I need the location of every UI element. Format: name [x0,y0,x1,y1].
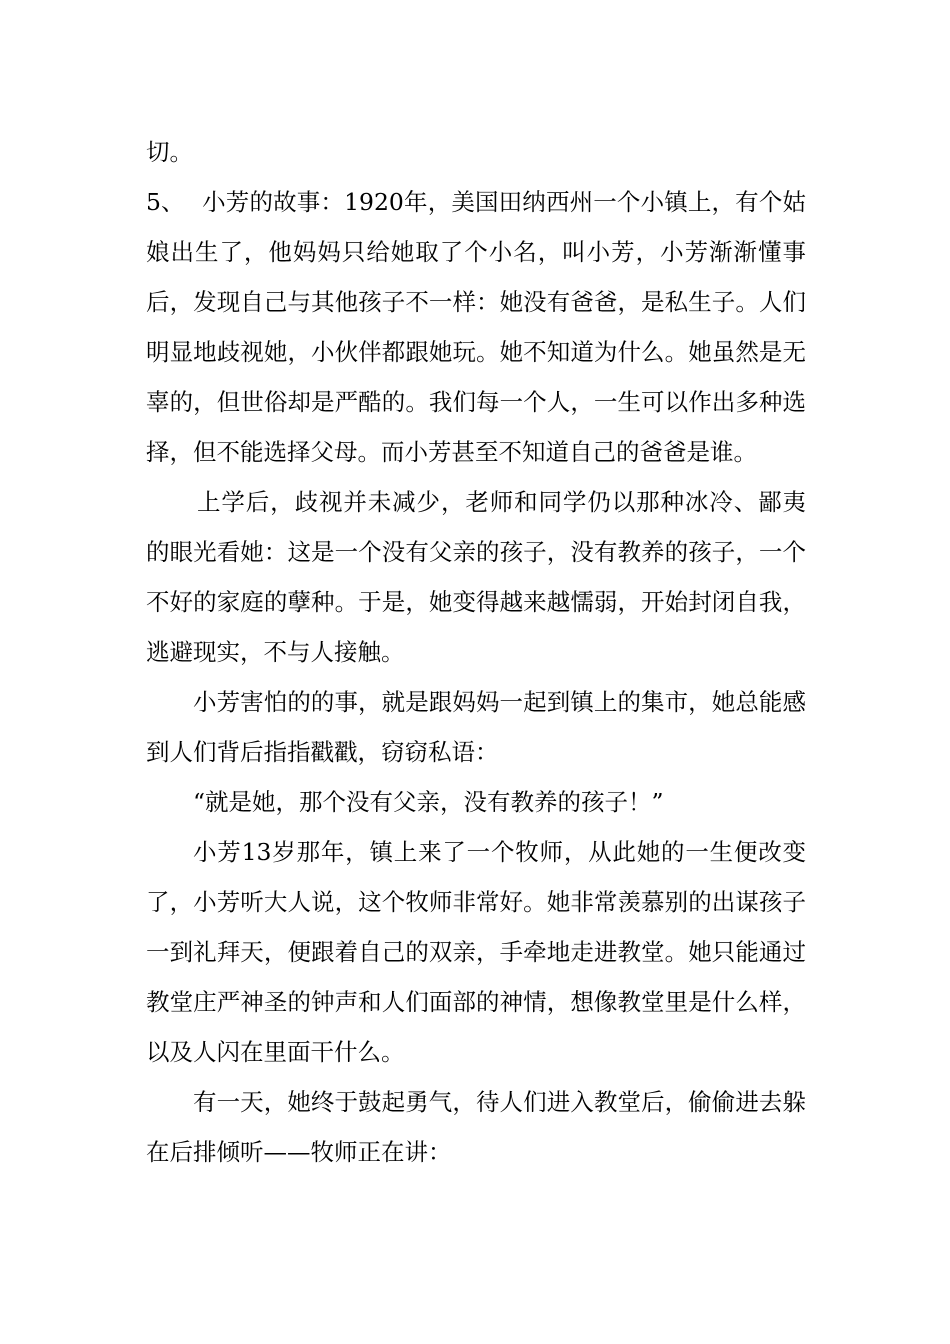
paragraph-continuation: 切。 [146,138,193,166]
item-number: 5、 [146,188,185,216]
paragraph: 小芳13岁那年，镇上来了一个牧师，从此她的一生便改变了，小芳听大人说，这个牧师非常好。她非常羡慕别的出谋孩子一到礼拜天，便跟着自己的双亲，手牵地走进教堂。她只能通过教堂庄严神圣的钟声和人们面部的神情，想像教堂里是什么样，以及人闪在里面干什么。 [146,838,806,1066]
item-text: 小芳的故事：1920年，美国田纳西州一个小镇上，有个姑娘出生了，他妈妈只给她取了个小名，叫小芳，小芳渐渐懂事后，发现自己与其他孩子不一样：她没有爸爸，是私生子。人们明显地歧视她，小伙伴都跟她玩。她不知道为什么。她虽然是无辜的，但世俗却是严酷的。我们每一个人，一生可以作出多种选择，但不能选择父母。而小芳甚至不知道自己的爸爸是谁。 [146,188,806,466]
paragraph: 有一天，她终于鼓起勇气，待人们进入教堂后，偷偷进去躲在后排倾听——牧师正在讲： [146,1088,806,1166]
document-body [146,127,806,1177]
paragraph: 上学后，歧视并未减少，老师和同学仍以那种冰冷、鄙夷的眼光看她：这是一个没有父亲的孩子，没有教养的孩子，一个不好的家庭的孽种。于是，她变得越来越懦弱，开始封闭自我，逃避现实，不与人接触。 [146,488,806,666]
paragraph-numbered-item [146,177,806,477]
quoted-line: “就是她，那个没有父亲，没有教养的孩子！” [193,788,664,816]
paragraph: 小芳害怕的的事，就是跟妈妈一起到镇上的集市，她总能感到人们背后指指戳戳，窃窃私语： [146,688,806,766]
